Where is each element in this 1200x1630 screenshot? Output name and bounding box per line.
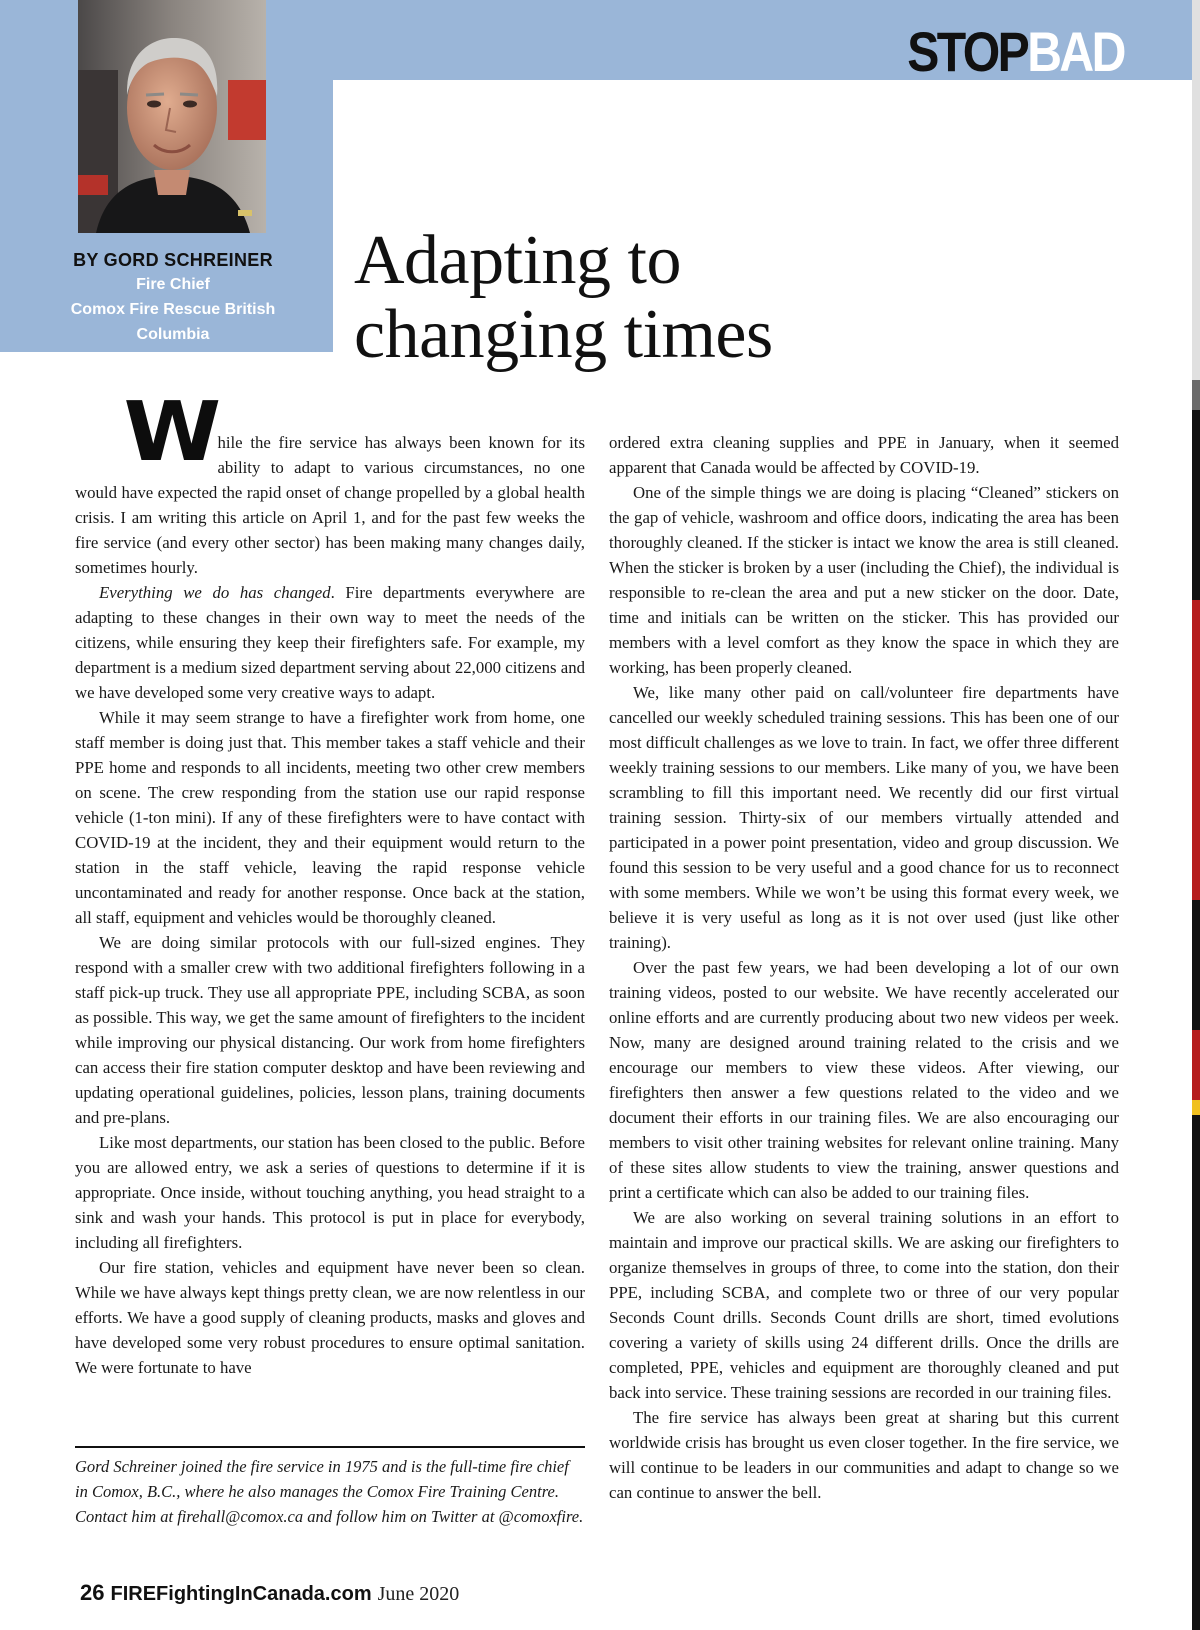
article-column-right (609, 430, 1119, 1505)
article-title-line-1: Adapting to (354, 222, 681, 299)
drop-cap: W (123, 385, 217, 480)
publication-name: FIREFightingInCanada.com (110, 1583, 372, 1605)
paragraph-text: hile the fire service has always been known for its ability to adapt to various circumstances, no one would have expected the rapid onset of change propelled by a global health crisis. I am writing this article on April 1, and for the past few weeks the fire service (and every other sector) has been making many changes daily, sometimes hourly. (75, 433, 585, 577)
article-paragraph: We are doing similar protocols with our full-sized engines. They respond with a smaller crew with two additional firefighters following in a staff pick-up truck. They use all appropriate PPE, including SCBA, as soon as possible. This way, we get the same amount of firefighters to the incident while improving our physical distancing. Our work from home firefighters can access their fire station computer desktop and have been reviewing and updating operational guidelines, policies, lesson plans, training documents and pre-plans. (75, 933, 585, 1127)
section-tag-light: BAD (1027, 20, 1124, 83)
article-title (354, 224, 773, 372)
author-bio: Gord Schreiner joined the fire service in 1975 and is the full-time fire chief in Comox, B.C., where he also manages the Comox Fire Training Centre. Contact him at firehall@comox.ca and follow him on Twitter at @comoxfire. (75, 1457, 584, 1526)
author-organization: Comox Fire Rescue British (70, 301, 276, 318)
article-paragraph: The fire service has always been great at sharing but this current worldwide crisis has brought us even closer together. In the fire service, we will continue to be leaders in our communities and adapt to change so we can continue to answer the bell. (609, 1408, 1119, 1502)
article-paragraph: We, like many other paid on call/volunteer fire departments have cancelled our weekly scheduled training sessions. This has been one of our most difficult challenges as we love to train. In fact, we offer three different weekly training sessions to our members. Like many of you, we have been scrambling to fill this important need. We recently did our first virtual training session. Thirty-six of our members virtually attended and participated in a power point presentation, video and group discussion. We found this session to be very useful and a good chance for us to reconnect with some members. While we won’t be using this format every week, we believe it is very useful as long as it is not over used (just like other training). (609, 683, 1119, 952)
paragraph-text: . Fire departments everywhere are adapting to these changes in their own way to meet the needs of the citizens, while ensuring they keep their firefighters safe. For example, my department is a medium sized department serving about 22,000 citizens and we have developed some very creative ways to adapt. (75, 583, 585, 702)
issue-date: June 2020 (377, 1583, 460, 1605)
paragraph-emphasis: Everything we do has changed (99, 583, 331, 602)
article-title-line-2: changing times (354, 296, 773, 373)
article-column-left (75, 385, 585, 1380)
article-paragraph: ordered extra cleaning supplies and PPE in January, when it seemed apparent that Canada would be affected by COVID-19. (609, 433, 1119, 477)
article-paragraph: We are also working on several training solutions in an effort to maintain and improve our practical skills. We are asking our firefighters to organize themselves in groups of three, to come into the station, don their PPE, including SCBA, and complete two or three of our very popular Seconds Count drills. Seconds Count drills are short, timed evolutions covering a variety of skills using 24 different drills. Once the drills are completed, PPE, vehicles and equipment are thoroughly cleaned and put back into service. These training sessions are recorded in our training files. (609, 1208, 1119, 1402)
section-tag (907, 20, 1124, 83)
page-footer (80, 1578, 459, 1611)
author-name: BY GORD SCHREINER (73, 250, 273, 270)
byline (48, 248, 298, 347)
author-photo-image (78, 0, 266, 233)
author-title: Fire Chief (136, 276, 210, 293)
article-paragraph: Over the past few years, we had been developing a lot of our own training videos, posted to our website. We have recently accelerated our online efforts and are currently producing about two new videos per week. Now, many are designed around training related to the crisis and we encourage our members to view these videos. After viewing, our firefighters then answer a few questions related to the video and we document their efforts in our training files. We are also encouraging our members to visit other training websites for relevant online training. Many of these sites allow students to view the training, answer questions and print a certificate which can also be added to our training files. (609, 958, 1119, 1202)
author-photo (78, 0, 266, 233)
author-organization-cont: Columbia (136, 326, 210, 343)
section-tag-dark: STOP (907, 20, 1028, 83)
bio-divider (75, 1446, 585, 1448)
article-paragraph (75, 580, 585, 705)
article-paragraph: While it may seem strange to have a firefighter work from home, one staff member is doing just that. This member takes a staff vehicle and their PPE home and responds to all incidents, meeting two other crew members on scene. The crew responding from the station use our rapid response vehicle (1-ton mini). If any of these firefighters were to have contact with COVID-19 at the incident, they and their equipment would return to the station in the staff vehicle, leaving the rapid response vehicle uncontaminated and ready for another response. Once back at the station, all staff, equipment and vehicles would be thoroughly cleaned. (75, 708, 585, 927)
page-number: 26 (80, 1580, 105, 1605)
page-edge-strip (1192, 0, 1200, 1630)
article-paragraph: Our fire station, vehicles and equipment have never been so clean. While we have always kept things pretty clean, we are now relentless in our efforts. We have a good supply of cleaning products, masks and gloves and have developed some very robust procedures to ensure optimal sanitation. We were fortunate to have (75, 1258, 585, 1377)
article-paragraph (75, 385, 585, 580)
article-paragraph: Like most departments, our station has been closed to the public. Before you are allowed entry, we ask a series of questions to determine if it is appropriate. Once inside, without touching anything, you head straight to a sink and wash your hands. This protocol is put in place for everybody, including all firefighters. (75, 1133, 585, 1252)
article-paragraph: One of the simple things we are doing is placing “Cleaned” stickers on the gap of vehicle, washroom and office doors, indicating the area has been thoroughly cleaned. If the sticker is intact we know the area is still cleaned. When the sticker is broken by a user (including the Chief), the individual is responsible to re-clean the area and put a new sticker on the door. Date, time and initials can be written on the sticker. This has provided our members with a level comfort as they know the space in which they are working, has been properly cleaned. (609, 483, 1119, 677)
